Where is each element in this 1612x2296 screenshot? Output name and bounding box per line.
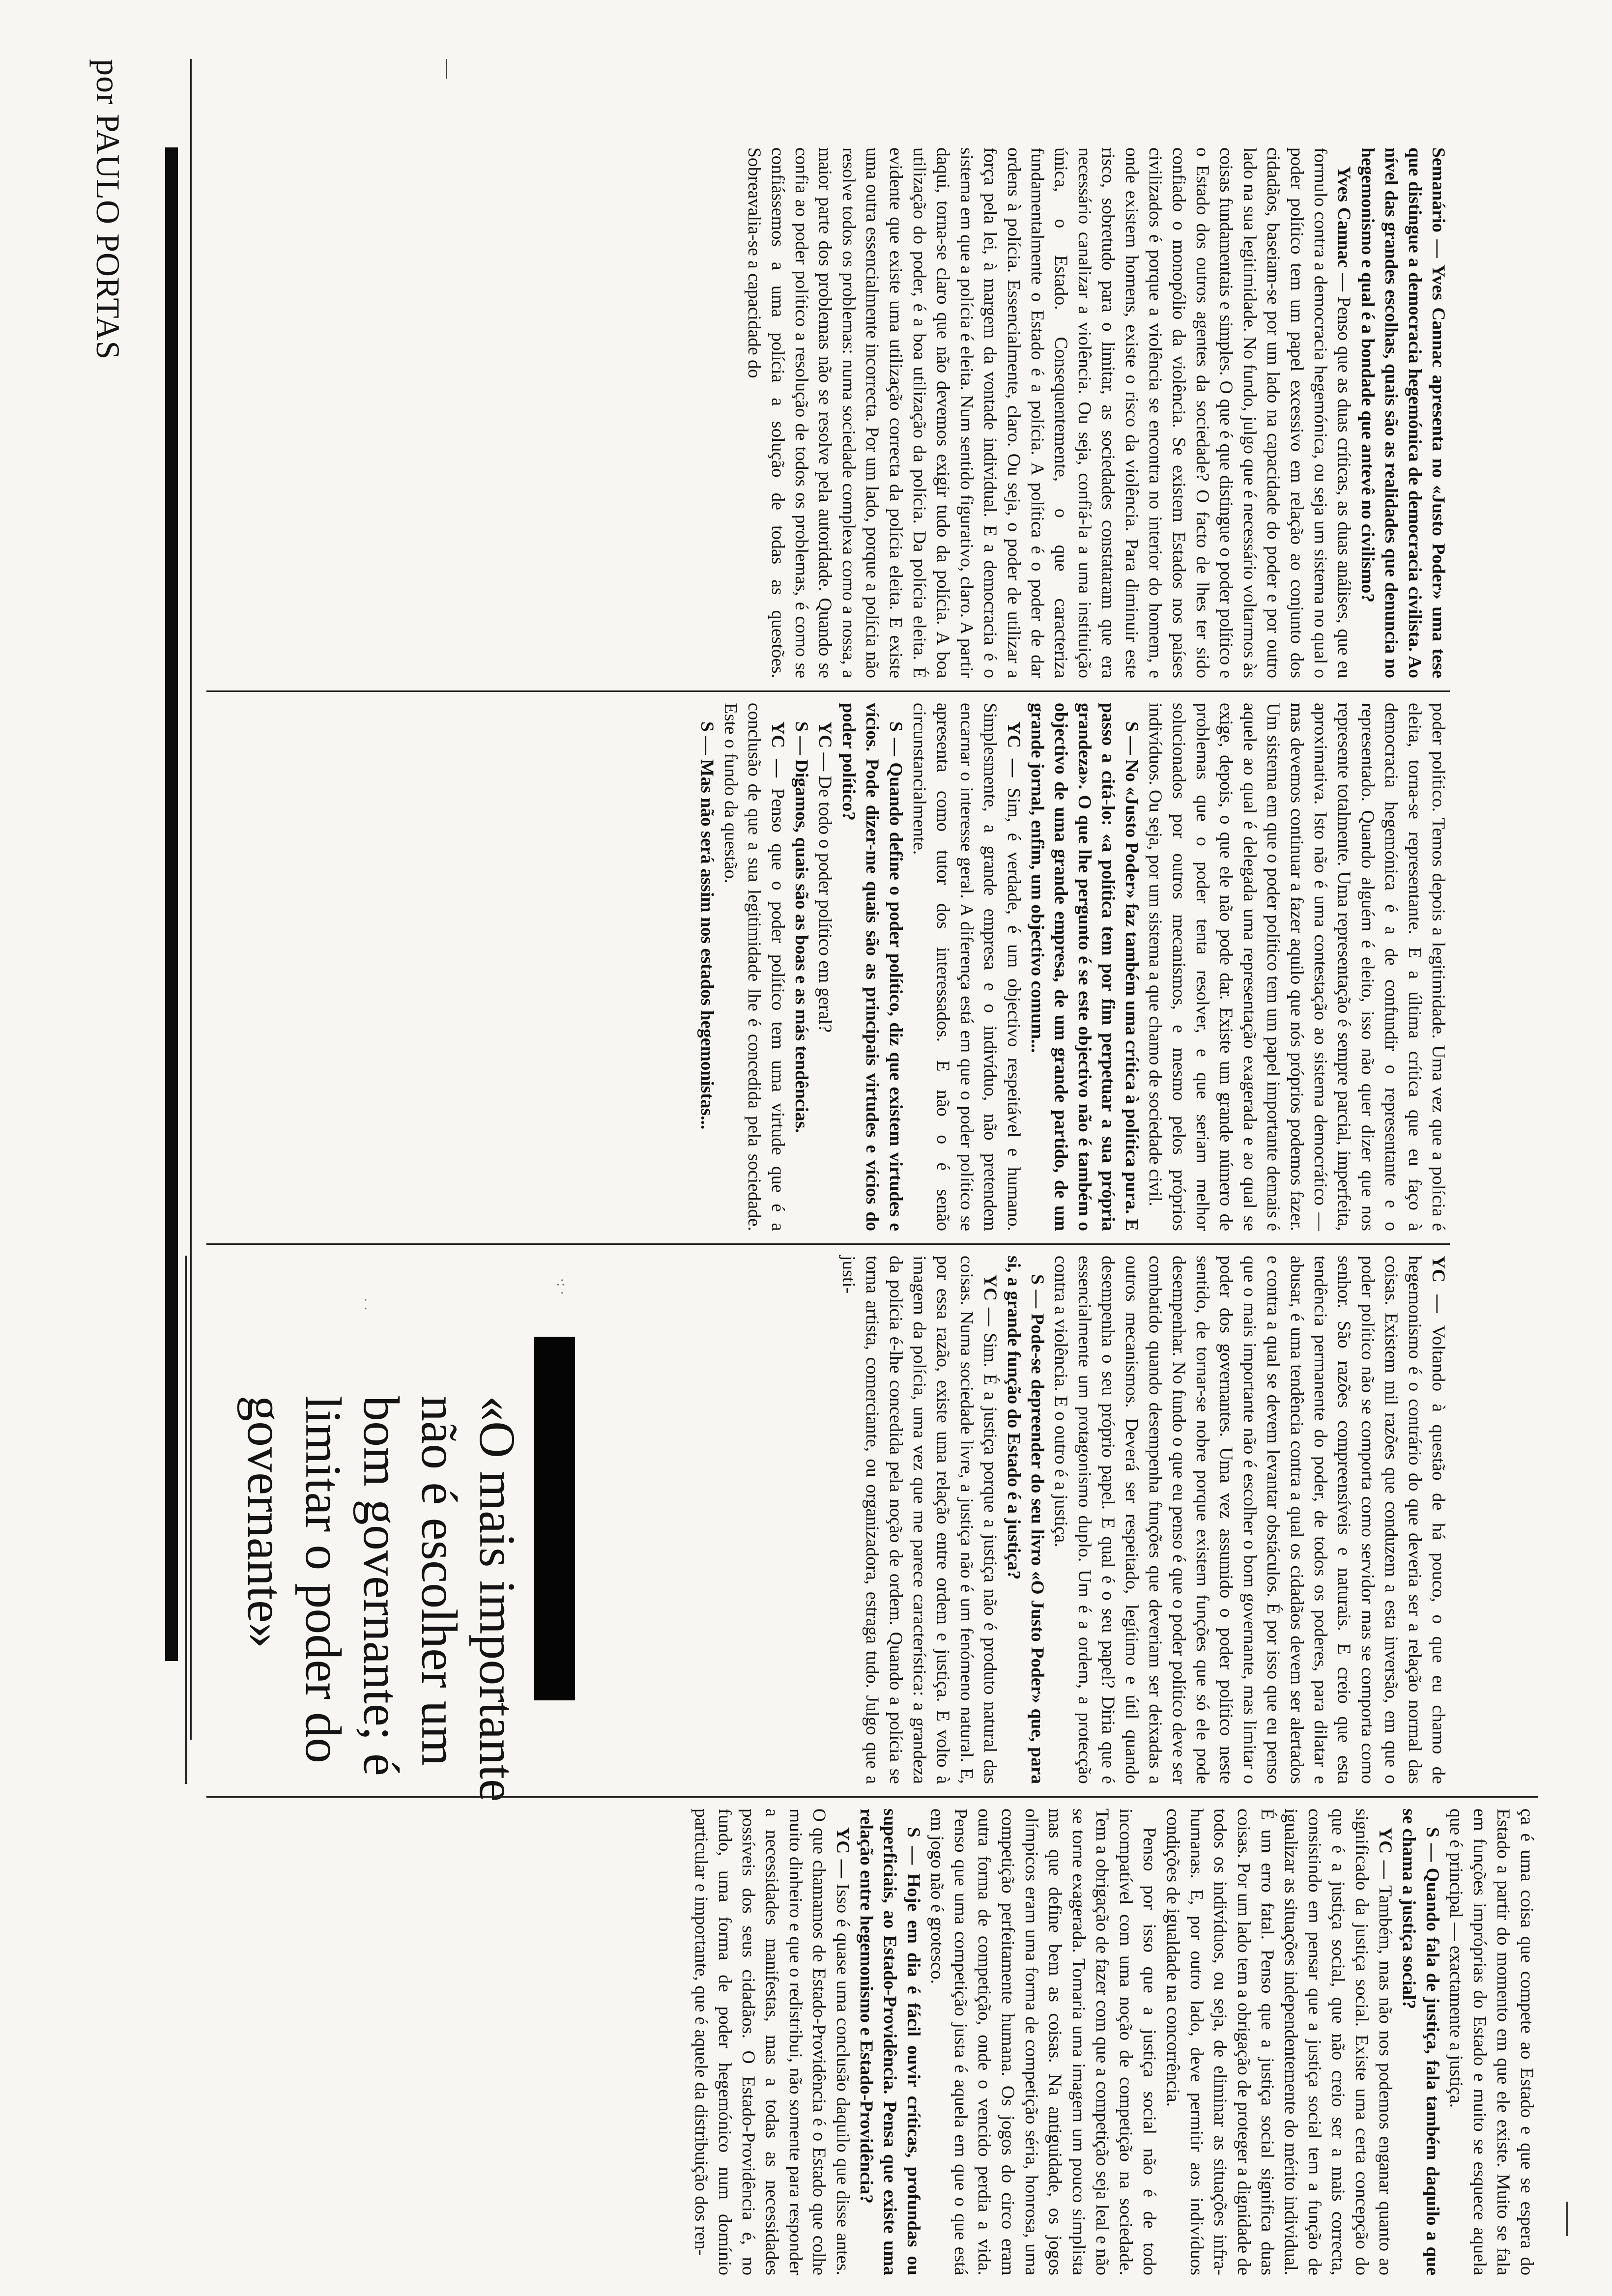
- scan-artifact: [446, 59, 447, 79]
- answer-text: Sim, é verdade, é um objectivo respeitável e humano. Simplesmente, a grande empresa e o indivíduo, não pretendem encarnar o interesse geral. A diferença está em que o poder político se apresenta como tutor dos interessados. E não o é senão circunstancialmente.: [909, 703, 1024, 1231]
- pull-quote: «O mais importante não é escolher um bom governante; é limitar o poder do governante»: [237, 1396, 525, 1802]
- answer-text: Sim. É a justiça porque a justiça não é produto natural das coisas. Numa sociedade livre, a justiça não é um fenómeno natural. E, por essa razão, existe uma relação entre ordem e justiça. E volto à imagem da polícia, uma vez que me parece característica: a grandeza da polícia é-lhe concedida pela noção de ordem. Quando a polícia se torna artista, comerciante, ou organizadora, estraga tudo. Julgo que a justi-: [838, 1256, 1000, 1784]
- interview-question: S — Digamos, quais são as boas e as más tendências.: [791, 721, 811, 1133]
- scan-artifact: [1566, 2202, 1568, 2236]
- answer-text: Penso que o poder político tem uma virtude que é a conclusão de que a sua legitimidade lhe é concedida pela sociedade. Este o fundo da questão.: [720, 703, 788, 1232]
- interview-question: S — Quando define o poder político, diz que existem virtudes e vícios. Pode dizer-me quais são as principais virtudes e vícios do poder político?: [838, 703, 906, 1231]
- answer-text: De todo o poder político em geral?: [815, 775, 835, 1033]
- answer-text: Voltando à questão de há pouco, o que eu chamo de hegemonismo é o contrário do que deveria ser a relação normal das coisas. Existem mil razões que conduzem a esta inversão, em que o poder político não se comporta como servidor mas se comporta como senhor. São razões compreensíveis e naturais. E creio que esta tendência permanente do poder, de todos os poderes, para dilatar e abusar, é uma tendência contra a qual os cidadãos devem ser alertados e contra a qual se devem levantar obstáculos. É por isso que eu penso que o mais importante não é escolher o bom governante, mas limitar o poder dos governantes. Uma vez assumido o poder político neste sentido, de tornar-se nobre porque existem funções que só ele pode desempenhar. No fundo o que eu penso é que o poder político deve ser combatido quando desempenha funções que deveriam ser deixadas a outros mecanismos. Deverá ser respeitado, legítimo e útil quando desempenha o seu próprio papel. E qual é o seu papel? Diria que é essencialmente um protagonismo duplo. Um é a ordem, a protecção contra a violência. E o outro é a justiça.: [1051, 1256, 1448, 1784]
- answer-text: Também, mas não nos podemos enganar quanto ao significado da justiça social. Existe uma certa concepção do que é a justiça social, que não creio ser a mais correcta, consistindo em pensar que a justiça social tem a função de igualizar as situações independentemente do mérito individual. É um erro fatal. Penso que a justiça social significa duas coisas. Por um lado tem a obrigação de proteger a dignidade de todos os indivíduos, ou seja, de eliminar as situações infra-humanas. E, por outro lado, deve permitir aos indivíduos condições de igualdade na concorrência.: [1163, 1808, 1395, 2275]
- column-2: [192, 703, 1450, 1231]
- interview-question: S — Pode-se depreender do seu livro «O Justo Poder» que, para si, a grande função do Estado é a justiça?: [1004, 1256, 1047, 1784]
- column-4: [49, 1808, 1538, 2275]
- speaker-label: YC —: [1004, 721, 1024, 777]
- paragraph: poder político. Temos depois a legitimidade. Uma vez que a polícia é eleita, torna-se representante. E a última crítica que eu faço à democracia hegemónica é a de confundir o representante e o representado. Quando alguém é eleito, isso não quer dizer que nos represente totalmente. Uma representação é sempre parcial, imperfeita, aproximativa. Isto não é uma contestação ao sistema democrático — mas devemos continuar a fazer aquilo que nós próprios podemos fazer. Um sistema em que o poder político tem um papel importante demais é aquele ao qual é delegada uma representação exagerada e ao qual se exige, depois, o que ele não pode dar. Existe um grande número de problemas que o poder tenta resolver, e que seriam melhor solucionados por outros mecanismos, e mesmo pelos próprios indivíduos. Ou seja, por um sistema a que chamo de sociedade civil.: [1145, 703, 1448, 1231]
- column-rule: [206, 690, 1450, 692]
- speaker-label: YC —: [768, 721, 788, 778]
- column-3: [595, 1256, 1450, 1784]
- speaker-label: YC —: [833, 1827, 853, 1878]
- scan-noise: ·: ·: [554, 1278, 570, 1295]
- byline-bar: [165, 147, 178, 1661]
- interview-question: S — Quando fala de justiça, fala também daquilo a que se chama a justiça social?: [1399, 1808, 1442, 2275]
- speaker-label: YC —: [980, 1274, 1000, 1326]
- byline: por PAULO PORTAS: [89, 59, 127, 360]
- interview-question: S — Mas não será assim nos estados hegemonistas...: [697, 721, 717, 1130]
- column-1: [192, 147, 1450, 678]
- paragraph: ça é uma coisa que compete ao Estado e que se espera do Estado a partir do momento em que ele existe. Muito se fala em funções impróprias do Estado e muito se esquece aquela que é principal — exactamente a justiça.: [1446, 1808, 1537, 2275]
- interview-question: S — Hoje em dia é fácil ouvir críticas, profundas ou superficiais, ao Estado-Providência. Pensa que existe uma relação entre hegemonismo e Estado-Providência?: [856, 1808, 923, 2275]
- pull-quote-bar: [534, 1337, 575, 1700]
- pull-quote-rule: [185, 1256, 187, 1784]
- paragraph: Penso por isso que a justiça social não é de todo incompatível com uma noção de competição na sociedade. Tem a obrigação de fazer com que a competição seja leal e não se torne exagerada. Tomaria uma imagem um pouco simplista mas que define bem as coisas. Na antiguidade, os jogos olímpicos eram uma forma de competição séria, honrosa, uma competição perfeitamente humana. Os jogos do circo eram outra forma de competição, onde o vencido perdia a vida. Penso que uma competição justa é aquela em que o que está em jogo não é grotesco.: [927, 1808, 1159, 2275]
- intro-question: Semanário — Yves Cannac apresenta no «Justo Poder» uma tese que distingue a democracia hegemónica de democracia civilista. Ao nível das grandes escolhas, quais são as realidades que denuncia no hegemonismo e qual é a bondade que antevê no civilismo?: [1357, 147, 1448, 678]
- speaker-label: YC —: [815, 721, 835, 772]
- scan-noise: · ·: [357, 1297, 374, 1311]
- speaker-label: Yves Cannac —: [1334, 166, 1354, 291]
- answer-text: Penso que as duas críticas, as duas análises, que eu formulo contra a democracia hegemónica, ou seja um sistema no qual o poder político tem um papel excessivo em relação ao conjunto dos cidadãos, baseiam-se por um lado na capacidade do poder e por outro lado na sua legitimidade. No fundo, julgo que é necessário voltarmos às coisas fundamentais e simples. O que é que distingue o poder político e o Estado dos outros agentes da sociedade? O facto de lhes ter sido confiado o monopólio da violência. Se existem Estados nos países civilizados é porque a violência se encontra no interior do homem, e onde existem homens, existe o risco da violência. Para diminuir este risco, sobretudo para o limitar, as sociedades constataram que era necessário canalizar a violência. Ou seja, confiá-la a uma instituição única, o Estado. Consequentemente, o que caracteriza fundamentalmente o Estado é a polícia. A política é o poder de dar ordens à polícia. Essencialmente, claro. Ou seja, o poder de utilizar a força pela lei, à margem da vontade individual. E a democracia é o sistema em que a polícia é eleita. Num sentido figurativo, claro. A partir daqui, torna-se claro que não devemos exigir tudo da polícia. A boa utilização do poder, é a boa utilização da polícia. Da polícia eleita. É evidente que existe uma utilização correcta da polícia eleita. E existe uma outra essencialmente incorrecta. Por um lado, porque a polícia não resolve todos os problemas: numa sociedade complexa como a nossa, a maior parte dos problemas não se resolve pela autoridade. Quando se confia ao poder político a resolução de todos os problemas, é como se confiássemos a uma polícia a solução de todas as questões. Sobreavalia-se a capacidade do: [744, 147, 1354, 678]
- interview-question: S — No «Justo Poder» faz também uma crítica à política pura. E passo a citá-lo: «a política tem por fim perpetuar a sua própria grandeza». O que lhe pergunto é se este objectivo não é também o objectivo de uma grande empresa, de um grande partido, de um grande jornal, enfim, um objectivo comum...: [1027, 703, 1142, 1231]
- answer-text: Isso é quase uma conclusão daquilo que disse antes. O que chamamos de Estado-Providência é o Estado que colhe muito dinheiro e que o redistribui, não somente para responder a necessidades manifestas, mas a todas as necessidades possíveis dos seus cidadãos. O Estado-Providência é, no fundo, uma forma de poder hegemónico num domínio particular e importante, que é aquele da distribuição dos ren-: [691, 1808, 853, 2275]
- speaker-label: YC —: [1375, 1827, 1395, 1879]
- speaker-label: YC —: [1428, 1256, 1448, 1313]
- column-rule: [206, 1796, 1538, 1798]
- column-rule: [206, 1243, 1450, 1245]
